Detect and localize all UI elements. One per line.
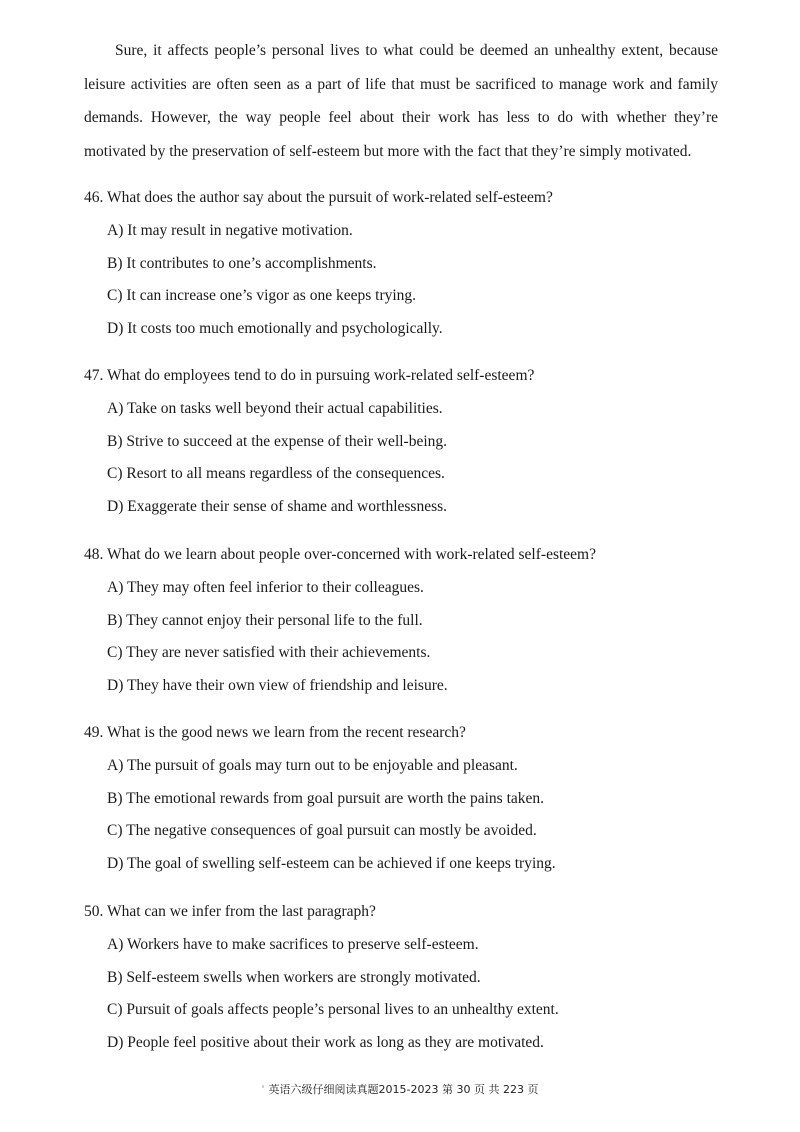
option-a: A) Take on tasks well beyond their actual capabilities. (107, 400, 443, 417)
option-d: D) People feel positive about their work as long as they are motivated. (107, 1033, 544, 1051)
option-b: B) Strive to succeed at the expense of their well-being. (107, 432, 448, 450)
option-b: B) The emotional rewards from goal pursuit are worth the pains taken. (107, 789, 545, 807)
option-c: C) Pursuit of goals affects people’s personal lives to an unhealthy extent. (107, 1001, 559, 1018)
footer-mark: ' (261, 1083, 265, 1096)
option-b: B) Self-esteem swells when workers are strongly motivated. (107, 968, 481, 986)
option-d: D) It costs too much emotionally and psychologically. (107, 319, 443, 337)
question-stem: 50. What can we infer from the last paragraph? (84, 903, 376, 920)
question-46 (84, 188, 744, 339)
option-c: C) It can increase one’s vigor as one keeps trying. (107, 287, 417, 304)
question-47 (84, 366, 744, 517)
option-d: D) Exaggerate their sense of shame and worthlessness. (107, 497, 448, 515)
option-d: D) They have their own view of friendship and leisure. (107, 676, 448, 694)
intro-paragraph: Sure, it affects people’s personal lives to what could be deemed an unhealthy extent, because leisure activities are often seen as a part of life that must be sacrificed to manage work and family demands. However, the way people feel about their work has less to do with whether they’re motivated by the preservation of self-esteem but more with the fact that they’re simply motivated. (84, 42, 718, 160)
option-a: A) It may result in negative motivation. (107, 222, 353, 239)
option-d: D) The goal of swelling self-esteem can be achieved if one keeps trying. (107, 854, 556, 872)
question-stem: 47. What do employees tend to do in pursuing work-related self-esteem? (84, 367, 535, 384)
question-stem: 49. What is the good news we learn from the recent research? (84, 724, 466, 741)
footer-text: 英语六级仔细阅读真题2015-2023 第 30 页 共 223 页 (268, 1083, 539, 1096)
option-a: A) The pursuit of goals may turn out to be enjoyable and pleasant. (107, 757, 518, 774)
option-c: C) The negative consequences of goal pursuit can mostly be avoided. (107, 822, 537, 839)
option-c: C) They are never satisfied with their achievements. (107, 644, 431, 661)
question-50 (84, 902, 744, 1053)
option-b: B) It contributes to one’s accomplishments. (107, 254, 377, 272)
option-b: B) They cannot enjoy their personal life to the full. (107, 611, 423, 629)
option-c: C) Resort to all means regardless of the consequences. (107, 465, 445, 482)
option-a: A) Workers have to make sacrifices to preserve self-esteem. (107, 936, 479, 953)
question-stem: 46. What does the author say about the pursuit of work-related self-esteem? (84, 189, 553, 206)
question-48 (84, 545, 744, 696)
question-stem: 48. What do we learn about people over-concerned with work-related self-esteem? (84, 546, 596, 563)
question-49 (84, 723, 744, 874)
page-footer (0, 1081, 800, 1097)
option-a: A) They may often feel inferior to their colleagues. (107, 579, 424, 596)
